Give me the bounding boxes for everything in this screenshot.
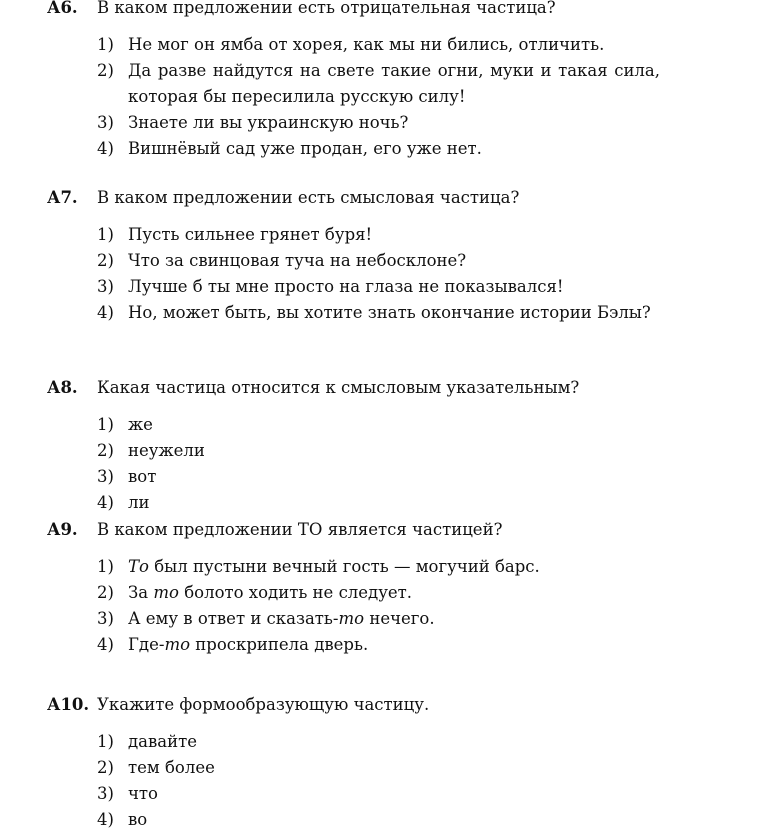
option-text-part: давайте bbox=[128, 732, 198, 751]
option-text-part: Лучше б ты мне просто на глаза не показывался! bbox=[128, 277, 564, 296]
option-text bbox=[128, 222, 660, 248]
question-text: В каком предложении есть смысловая частица? bbox=[97, 188, 520, 207]
question-block bbox=[0, 185, 772, 326]
option-text-part: Но, может быть, вы хотите знать окончание истории Бэлы? bbox=[128, 303, 651, 322]
option-text-part: Вишнёвый сад уже продан, его уже нет. bbox=[128, 139, 482, 158]
question-text: Какая частица относится к смысловым указательным? bbox=[97, 378, 580, 397]
option-text-italic: то bbox=[153, 583, 179, 602]
answer-option[interactable] bbox=[0, 632, 772, 658]
question-header bbox=[0, 692, 772, 718]
answer-option[interactable] bbox=[0, 490, 772, 516]
option-text bbox=[128, 58, 660, 110]
option-text bbox=[128, 755, 660, 781]
answer-option[interactable] bbox=[0, 580, 772, 606]
option-text-part: болото ходить не следует. bbox=[178, 583, 413, 602]
option-text-part: Пусть сильнее грянет буря! bbox=[128, 225, 373, 244]
option-text bbox=[128, 554, 660, 580]
answer-option[interactable] bbox=[0, 438, 772, 464]
answer-option[interactable] bbox=[0, 274, 772, 300]
option-number: 1) bbox=[97, 415, 114, 434]
question-header bbox=[0, 375, 772, 401]
question-text: В каком предложении есть отрицательная частица? bbox=[97, 0, 556, 17]
question-block bbox=[0, 692, 772, 833]
question-number: А6. bbox=[47, 0, 78, 17]
question-block bbox=[0, 375, 772, 516]
option-number: 4) bbox=[97, 810, 114, 829]
answer-option[interactable] bbox=[0, 110, 772, 136]
question-block bbox=[0, 0, 772, 162]
answer-options bbox=[0, 729, 772, 833]
option-number: 4) bbox=[97, 139, 114, 158]
option-text-part: ли bbox=[128, 493, 150, 512]
answer-option[interactable] bbox=[0, 807, 772, 833]
option-text-part: что bbox=[128, 784, 158, 803]
option-text-part: А ему в ответ и сказать- bbox=[128, 609, 339, 628]
option-text bbox=[128, 729, 660, 755]
option-text-part: За bbox=[128, 583, 154, 602]
option-text-part: неужели bbox=[128, 441, 205, 460]
answer-option[interactable] bbox=[0, 300, 772, 326]
answer-options bbox=[0, 222, 772, 326]
answer-options bbox=[0, 554, 772, 658]
option-number: 1) bbox=[97, 732, 114, 751]
option-text-italic: То bbox=[128, 557, 149, 576]
option-number: 2) bbox=[97, 441, 114, 460]
option-text bbox=[128, 464, 660, 490]
option-text bbox=[128, 606, 660, 632]
option-text bbox=[128, 490, 660, 516]
question-text: Укажите формообразующую частицу. bbox=[97, 695, 430, 714]
option-number: 1) bbox=[97, 225, 114, 244]
answer-option[interactable] bbox=[0, 755, 772, 781]
answer-option[interactable] bbox=[0, 412, 772, 438]
option-number: 4) bbox=[97, 303, 114, 322]
option-number: 3) bbox=[97, 277, 114, 296]
answer-option[interactable] bbox=[0, 58, 772, 110]
question-number: А7. bbox=[47, 188, 78, 207]
option-text bbox=[128, 248, 660, 274]
answer-options bbox=[0, 32, 772, 162]
answer-option[interactable] bbox=[0, 136, 772, 162]
option-text bbox=[128, 580, 660, 606]
question-number: А10. bbox=[47, 695, 90, 714]
option-text-part: тем более bbox=[128, 758, 215, 777]
option-text bbox=[128, 412, 660, 438]
question-header bbox=[0, 0, 772, 21]
option-number: 3) bbox=[97, 784, 114, 803]
answer-option[interactable] bbox=[0, 729, 772, 755]
option-text-part: Знаете ли вы украинскую ночь? bbox=[128, 113, 409, 132]
answer-option[interactable] bbox=[0, 464, 772, 490]
option-text-italic: то bbox=[164, 635, 191, 654]
option-number: 3) bbox=[97, 113, 114, 132]
answer-options bbox=[0, 412, 772, 516]
option-text-part: нечего. bbox=[364, 609, 435, 628]
answer-option[interactable] bbox=[0, 222, 772, 248]
option-text bbox=[128, 438, 660, 464]
option-text bbox=[128, 807, 660, 833]
option-text-part: Что за свинцовая туча на небосклоне? bbox=[128, 251, 467, 270]
option-number: 4) bbox=[97, 635, 114, 654]
option-text-part: вот bbox=[128, 467, 157, 486]
answer-option[interactable] bbox=[0, 606, 772, 632]
option-text bbox=[128, 136, 660, 162]
option-number: 2) bbox=[97, 758, 114, 777]
option-text-part: же bbox=[128, 415, 153, 434]
option-text-part: был пустыни вечный гость — могучий барс. bbox=[148, 557, 540, 576]
answer-option[interactable] bbox=[0, 554, 772, 580]
option-number: 3) bbox=[97, 609, 114, 628]
question-block bbox=[0, 517, 772, 658]
option-number: 1) bbox=[97, 557, 114, 576]
option-text-part: Где- bbox=[128, 635, 165, 654]
option-number: 2) bbox=[97, 251, 114, 270]
option-text bbox=[128, 32, 660, 58]
option-text bbox=[128, 632, 660, 658]
option-number: 1) bbox=[97, 35, 114, 54]
option-text bbox=[128, 110, 660, 136]
option-text bbox=[128, 300, 660, 326]
answer-option[interactable] bbox=[0, 32, 772, 58]
option-text-part: проскрипела дверь. bbox=[190, 635, 369, 654]
question-header bbox=[0, 185, 772, 211]
question-text: В каком предложении ТО является частицей? bbox=[97, 520, 503, 539]
option-number: 2) bbox=[97, 61, 114, 80]
option-text-part: Не мог он ямба от хорея, как мы ни бились, отличить. bbox=[128, 35, 605, 54]
question-number: А9. bbox=[47, 520, 78, 539]
answer-option[interactable] bbox=[0, 248, 772, 274]
option-number: 3) bbox=[97, 467, 114, 486]
option-text bbox=[128, 781, 660, 807]
option-number: 2) bbox=[97, 583, 114, 602]
option-number: 4) bbox=[97, 493, 114, 512]
question-number: А8. bbox=[47, 378, 78, 397]
answer-option[interactable] bbox=[0, 781, 772, 807]
question-header bbox=[0, 517, 772, 543]
option-text-italic: то bbox=[338, 609, 365, 628]
option-text-part: во bbox=[128, 810, 148, 829]
option-text-part: Да разве найдутся на свете такие огни, муки и такая сила, которая бы пересилила русскую силу! bbox=[128, 61, 660, 106]
option-text bbox=[128, 274, 660, 300]
